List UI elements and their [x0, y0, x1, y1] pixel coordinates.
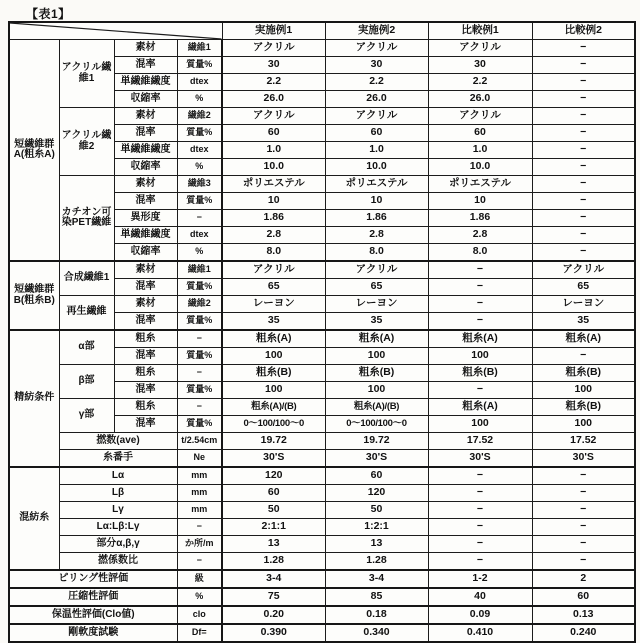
row-label: Lγ — [59, 502, 177, 519]
value-cell: − — [428, 536, 532, 553]
unit-cell: mm — [177, 485, 222, 502]
unit-cell: 質量% — [177, 125, 222, 142]
row-label: 混率 — [114, 125, 177, 142]
row-label: 素材 — [114, 261, 177, 279]
value-cell: − — [428, 296, 532, 313]
value-cell: アクリル — [222, 108, 325, 125]
value-cell: 0.340 — [325, 624, 428, 642]
value-cell: 30'S — [325, 450, 428, 468]
value-cell: 75 — [222, 588, 325, 606]
value-cell: − — [428, 467, 532, 485]
subgroup-label: 再生繊維 — [59, 296, 114, 331]
value-cell: 30 — [428, 57, 532, 74]
value-cell: 100 — [532, 416, 635, 433]
table-row — [9, 624, 635, 642]
value-cell: − — [532, 553, 635, 571]
table-row — [9, 433, 635, 450]
value-cell: 粗糸(A) — [325, 330, 428, 348]
subgroup-label: γ部 — [59, 399, 114, 433]
value-cell: ポリエステル — [222, 176, 325, 193]
row-label: 剛軟度試験 — [9, 624, 177, 642]
value-cell: 0.410 — [428, 624, 532, 642]
unit-cell: 質量% — [177, 348, 222, 365]
value-cell: − — [532, 227, 635, 244]
value-cell: − — [428, 382, 532, 399]
unit-cell: % — [177, 159, 222, 176]
value-cell: − — [532, 108, 635, 125]
value-cell: 8.0 — [222, 244, 325, 262]
value-cell: − — [532, 91, 635, 108]
unit-cell: 繊維3 — [177, 176, 222, 193]
table-row — [9, 330, 635, 348]
value-cell: 19.72 — [325, 433, 428, 450]
unit-cell: 質量% — [177, 313, 222, 331]
value-cell: − — [532, 244, 635, 262]
value-cell: − — [532, 210, 635, 227]
value-cell: − — [428, 485, 532, 502]
unit-cell: dtex — [177, 142, 222, 159]
unit-cell: clo — [177, 606, 222, 624]
row-label: 収縮率 — [114, 159, 177, 176]
unit-cell: 繊維2 — [177, 108, 222, 125]
table-row — [9, 519, 635, 536]
row-label: 粗糸 — [114, 365, 177, 382]
value-cell: 2.2 — [428, 74, 532, 91]
subgroup-label: カチオン可染PET繊維 — [59, 176, 114, 262]
value-cell: アクリル — [325, 108, 428, 125]
unit-cell: 質量% — [177, 193, 222, 210]
unit-cell: t/2.54cm — [177, 433, 222, 450]
value-cell: 1.0 — [325, 142, 428, 159]
value-cell: 10 — [428, 193, 532, 210]
value-cell: − — [428, 553, 532, 571]
unit-cell: Df= — [177, 624, 222, 642]
table-row — [9, 261, 635, 279]
value-cell: − — [532, 159, 635, 176]
subgroup-label: β部 — [59, 365, 114, 399]
value-cell: 1.0 — [222, 142, 325, 159]
group-label: 混紡糸 — [9, 467, 59, 570]
header-row — [9, 22, 635, 40]
unit-cell: mm — [177, 467, 222, 485]
value-cell: 粗糸(A) — [222, 330, 325, 348]
value-cell: 30'S — [532, 450, 635, 468]
table-row — [9, 365, 635, 382]
value-cell: − — [532, 519, 635, 536]
value-cell: 0～100/100～0 — [222, 416, 325, 433]
unit-cell: Ne — [177, 450, 222, 468]
value-cell: アクリル — [428, 108, 532, 125]
row-label: 収縮率 — [114, 244, 177, 262]
value-cell: 17.52 — [532, 433, 635, 450]
value-cell: 50 — [222, 502, 325, 519]
column-header-example2: 実施例2 — [325, 22, 428, 40]
row-label: 素材 — [114, 108, 177, 125]
value-cell: − — [428, 313, 532, 331]
value-cell: 2.2 — [325, 74, 428, 91]
table-row — [9, 296, 635, 313]
value-cell: 26.0 — [222, 91, 325, 108]
unit-cell: 級 — [177, 570, 222, 588]
unit-cell: dtex — [177, 227, 222, 244]
value-cell: − — [532, 502, 635, 519]
diagonal-line — [10, 23, 222, 39]
value-cell: 1:2:1 — [325, 519, 428, 536]
value-cell: 120 — [222, 467, 325, 485]
value-cell: 粗糸(B) — [532, 365, 635, 382]
value-cell: − — [532, 125, 635, 142]
unit-cell: 繊維1 — [177, 261, 222, 279]
row-label: 混率 — [114, 193, 177, 210]
value-cell: レーヨン — [532, 296, 635, 313]
value-cell: 100 — [222, 382, 325, 399]
value-cell: 19.72 — [222, 433, 325, 450]
value-cell: − — [532, 40, 635, 57]
row-label: 混率 — [114, 313, 177, 331]
value-cell: 35 — [222, 313, 325, 331]
table-row — [9, 176, 635, 193]
row-label: 異形度 — [114, 210, 177, 227]
value-cell: − — [532, 176, 635, 193]
value-cell: 60 — [222, 485, 325, 502]
value-cell: 65 — [222, 279, 325, 296]
value-cell: 100 — [325, 348, 428, 365]
row-label: 単繊維繊度 — [114, 142, 177, 159]
value-cell: 35 — [325, 313, 428, 331]
value-cell: 8.0 — [325, 244, 428, 262]
row-label: 単繊維繊度 — [114, 227, 177, 244]
value-cell: 60 — [428, 125, 532, 142]
value-cell: 100 — [428, 348, 532, 365]
table-row — [9, 502, 635, 519]
value-cell: 8.0 — [428, 244, 532, 262]
row-label: 粗糸 — [114, 399, 177, 416]
value-cell: レーヨン — [325, 296, 428, 313]
column-header-example1: 実施例1 — [222, 22, 325, 40]
unit-cell: − — [177, 365, 222, 382]
value-cell: アクリル — [222, 40, 325, 57]
table-row — [9, 450, 635, 468]
subgroup-label: アクリル繊維2 — [59, 108, 114, 176]
row-label: 圧縮性評価 — [9, 588, 177, 606]
row-label: 単繊維繊度 — [114, 74, 177, 91]
row-label: Lβ — [59, 485, 177, 502]
value-cell: 13 — [325, 536, 428, 553]
unit-cell: 質量% — [177, 279, 222, 296]
value-cell: 40 — [428, 588, 532, 606]
value-cell: 26.0 — [428, 91, 532, 108]
table-row — [9, 467, 635, 485]
unit-cell: 繊維1 — [177, 40, 222, 57]
value-cell: 120 — [325, 485, 428, 502]
column-header-comparative2: 比較例2 — [532, 22, 635, 40]
table-row — [9, 399, 635, 416]
value-cell: 10.0 — [222, 159, 325, 176]
value-cell: 26.0 — [325, 91, 428, 108]
value-cell: − — [428, 261, 532, 279]
column-header-comparative1: 比較例1 — [428, 22, 532, 40]
row-label: 混率 — [114, 279, 177, 296]
table-row — [9, 536, 635, 553]
value-cell: 2:1:1 — [222, 519, 325, 536]
row-label: 撚係数比 — [59, 553, 177, 571]
value-cell: − — [532, 467, 635, 485]
value-cell: 10 — [325, 193, 428, 210]
value-cell: 1.0 — [428, 142, 532, 159]
value-cell: 100 — [222, 348, 325, 365]
subgroup-label: α部 — [59, 330, 114, 365]
row-label: 混率 — [114, 348, 177, 365]
subgroup-label: 合成繊維1 — [59, 261, 114, 296]
value-cell: − — [532, 74, 635, 91]
value-cell: 粗糸(A) — [532, 330, 635, 348]
unit-cell: 質量% — [177, 416, 222, 433]
value-cell: 2.8 — [428, 227, 532, 244]
value-cell: 65 — [532, 279, 635, 296]
row-label: 混率 — [114, 382, 177, 399]
row-label: 素材 — [114, 176, 177, 193]
value-cell: − — [532, 57, 635, 74]
table-body — [9, 40, 635, 643]
value-cell: アクリル — [325, 40, 428, 57]
group-label: 精紡条件 — [9, 330, 59, 467]
value-cell: 35 — [532, 313, 635, 331]
row-label: Lα — [59, 467, 177, 485]
table-row — [9, 606, 635, 624]
value-cell: 0.240 — [532, 624, 635, 642]
value-cell: 100 — [428, 416, 532, 433]
value-cell: 粗糸(A)/(B) — [325, 399, 428, 416]
value-cell: 60 — [532, 588, 635, 606]
value-cell: 粗糸(A) — [428, 399, 532, 416]
value-cell: レーヨン — [222, 296, 325, 313]
row-label: 部分α,β,γ — [59, 536, 177, 553]
unit-cell: % — [177, 91, 222, 108]
table-title: 【表1】 — [26, 7, 71, 21]
value-cell: 粗糸(B) — [532, 399, 635, 416]
row-label: 粗糸 — [114, 330, 177, 348]
value-cell: 3-4 — [325, 570, 428, 588]
table-row — [9, 588, 635, 606]
unit-cell: 繊維2 — [177, 296, 222, 313]
value-cell: 2 — [532, 570, 635, 588]
value-cell: 0.13 — [532, 606, 635, 624]
value-cell: 2.2 — [222, 74, 325, 91]
value-cell: 0～100/100～0 — [325, 416, 428, 433]
value-cell: 粗糸(B) — [222, 365, 325, 382]
subgroup-label: アクリル繊維1 — [59, 40, 114, 108]
unit-cell: % — [177, 588, 222, 606]
value-cell: 2.8 — [325, 227, 428, 244]
value-cell: アクリル — [325, 261, 428, 279]
value-cell: 30 — [325, 57, 428, 74]
unit-cell: % — [177, 244, 222, 262]
unit-cell: − — [177, 553, 222, 571]
value-cell: − — [532, 348, 635, 365]
value-cell: 1.86 — [428, 210, 532, 227]
value-cell: 1.28 — [325, 553, 428, 571]
row-label: 糸番手 — [59, 450, 177, 468]
value-cell: 3-4 — [222, 570, 325, 588]
value-cell: − — [428, 279, 532, 296]
value-cell: 10 — [222, 193, 325, 210]
row-label: 素材 — [114, 296, 177, 313]
value-cell: 1.28 — [222, 553, 325, 571]
value-cell: 2.8 — [222, 227, 325, 244]
row-label: 混率 — [114, 416, 177, 433]
spec-table — [8, 21, 636, 643]
unit-cell: mm — [177, 502, 222, 519]
unit-cell: − — [177, 330, 222, 348]
value-cell: − — [428, 502, 532, 519]
value-cell: 10.0 — [325, 159, 428, 176]
value-cell: 13 — [222, 536, 325, 553]
table-row — [9, 553, 635, 571]
value-cell: アクリル — [428, 40, 532, 57]
value-cell: 60 — [222, 125, 325, 142]
value-cell: 60 — [325, 125, 428, 142]
row-label: ピリング性評価 — [9, 570, 177, 588]
unit-cell: 質量% — [177, 57, 222, 74]
value-cell: アクリル — [532, 261, 635, 279]
row-label: 素材 — [114, 40, 177, 57]
group-label: 短繊維群A(粗糸A) — [9, 40, 59, 262]
value-cell: 60 — [325, 467, 428, 485]
value-cell: 85 — [325, 588, 428, 606]
value-cell: ポリエステル — [428, 176, 532, 193]
row-label: 撚数(ave) — [59, 433, 177, 450]
row-label: 収縮率 — [114, 91, 177, 108]
value-cell: 0.390 — [222, 624, 325, 642]
value-cell: 100 — [532, 382, 635, 399]
value-cell: 1.86 — [222, 210, 325, 227]
unit-cell: − — [177, 399, 222, 416]
unit-cell: dtex — [177, 74, 222, 91]
diagonal-header-cell — [9, 22, 222, 40]
value-cell: 粗糸(B) — [428, 365, 532, 382]
value-cell: 粗糸(A)/(B) — [222, 399, 325, 416]
unit-cell: か所/m — [177, 536, 222, 553]
value-cell: 100 — [325, 382, 428, 399]
table-row — [9, 485, 635, 502]
value-cell: ポリエステル — [325, 176, 428, 193]
row-label: 保温性評価(Clo値) — [9, 606, 177, 624]
value-cell: 0.09 — [428, 606, 532, 624]
row-label: Lα:Lβ:Lγ — [59, 519, 177, 536]
value-cell: − — [532, 536, 635, 553]
value-cell: 粗糸(A) — [428, 330, 532, 348]
value-cell: 0.20 — [222, 606, 325, 624]
table-row — [9, 570, 635, 588]
unit-cell: 質量% — [177, 382, 222, 399]
value-cell: 10.0 — [428, 159, 532, 176]
value-cell: 50 — [325, 502, 428, 519]
table-row — [9, 40, 635, 57]
value-cell: 30 — [222, 57, 325, 74]
value-cell: − — [428, 519, 532, 536]
value-cell: 30'S — [428, 450, 532, 468]
unit-cell: − — [177, 519, 222, 536]
unit-cell: − — [177, 210, 222, 227]
value-cell: 65 — [325, 279, 428, 296]
value-cell: 30'S — [222, 450, 325, 468]
value-cell: 17.52 — [428, 433, 532, 450]
value-cell: − — [532, 142, 635, 159]
value-cell: 0.18 — [325, 606, 428, 624]
value-cell: − — [532, 193, 635, 210]
value-cell: アクリル — [222, 261, 325, 279]
value-cell: 粗糸(B) — [325, 365, 428, 382]
group-label: 短繊維群B(粗糸B) — [9, 261, 59, 330]
value-cell: 1.86 — [325, 210, 428, 227]
value-cell: 1-2 — [428, 570, 532, 588]
row-label: 混率 — [114, 57, 177, 74]
table-row — [9, 108, 635, 125]
value-cell: − — [532, 485, 635, 502]
